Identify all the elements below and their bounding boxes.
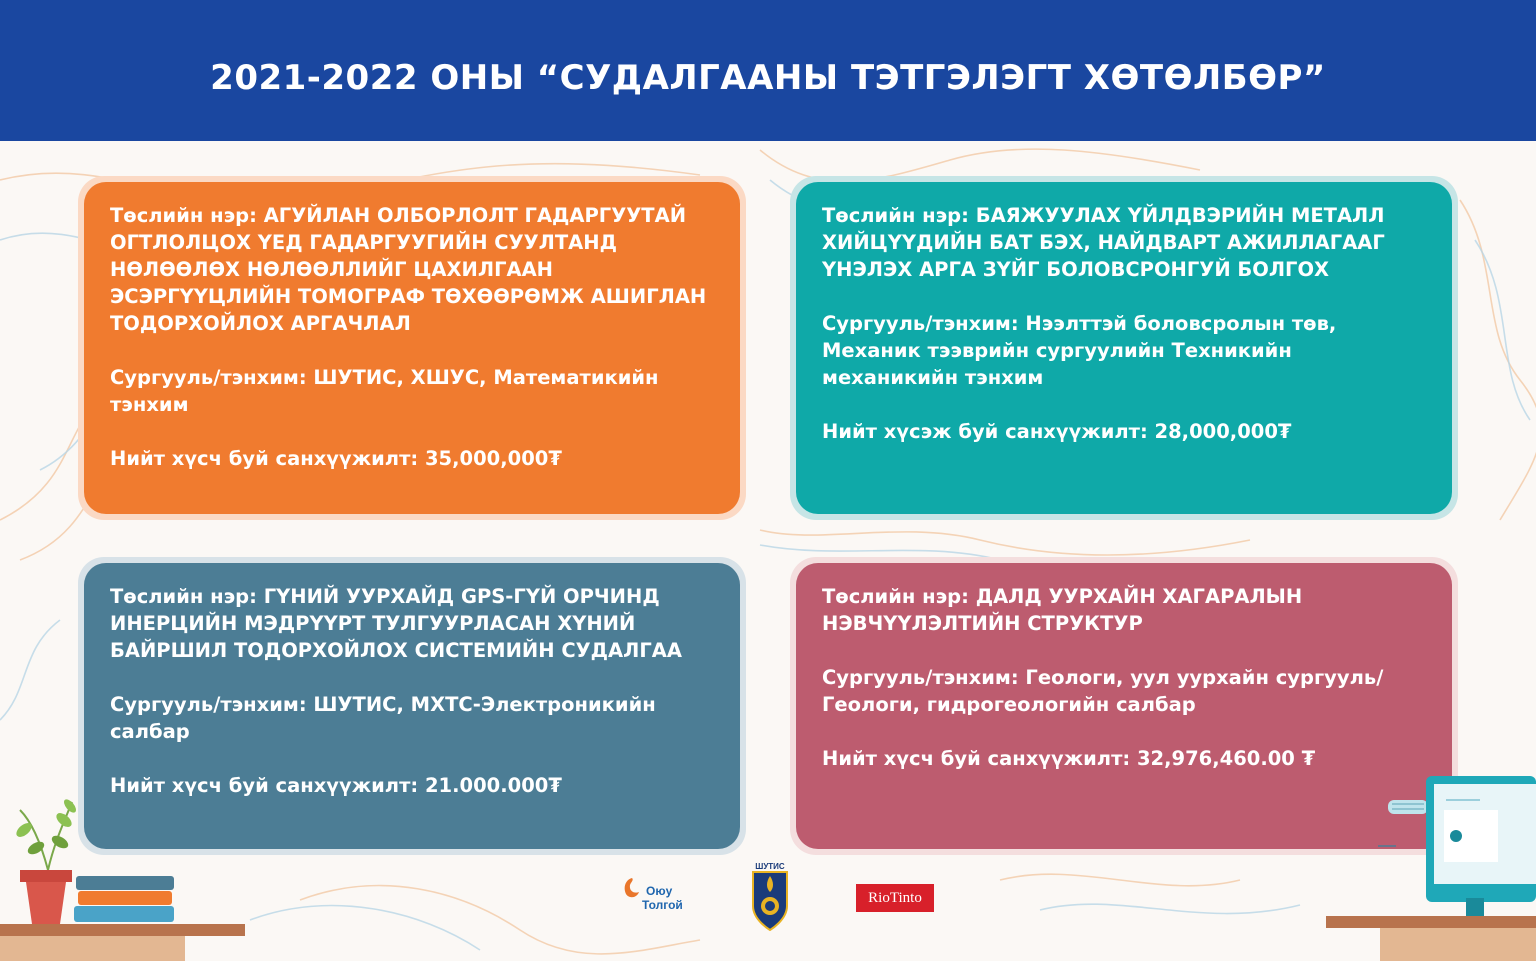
project-funding: Нийт хүсч буй санхүүжилт: 35,000,000₮ bbox=[110, 447, 562, 470]
shutis-emblem-icon bbox=[750, 860, 790, 932]
project-name: Төслийн нэр: ГҮНИЙ УУРХАЙД GPS-ГҮЙ ОРЧИНД ИНЕРЦИЙН МЭДРҮҮРТ ТУЛГУУРЛАСАН ХҮНИЙ БАЙРШИЛ ТОДОРХОЙЛОХ СИСТЕМИЙН СУДАЛГАА bbox=[110, 585, 682, 662]
svg-text:ШУТИС: ШУТИС bbox=[755, 862, 785, 871]
oyu-tolgoi-mark-icon bbox=[622, 876, 642, 900]
project-name: Төслийн нэр: БАЯЖУУЛАХ ҮЙЛДВЭРИЙН МЕТАЛЛ ХИЙЦҮҮДИЙН БАТ БЭХ, НАЙДВАРТ АЖИЛЛАГААГ ҮНЭЛЭХ АРГА ЗҮЙГ БОЛОВСРОНГУЙ БОЛГОХ bbox=[822, 204, 1385, 281]
project-card-2 bbox=[790, 176, 1458, 520]
project-card-body bbox=[796, 182, 1452, 514]
oyu-logo-line2: Толгой bbox=[642, 898, 683, 912]
project-card-body bbox=[84, 182, 740, 514]
page-header bbox=[0, 0, 1536, 141]
project-name: Төслийн нэр: АГУЙЛАН ОЛБОРЛОЛТ ГАДАРГУУТАЙ ОГТЛОЛЦОХ ҮЕД ГАДАРГУУГИЙН СУУЛТАНД НӨЛӨӨЛӨХ НӨЛӨӨЛЛИЙГ ЦАХИЛГААН ЭСЭРГҮҮЦЛИЙН ТОМОГРАФ ТӨХӨӨРӨМЖ АШИГЛАН ТОДОРХОЙЛОХ АРГАЧЛАЛ bbox=[110, 204, 707, 335]
project-name: Төслийн нэр: ДАЛД УУРХАЙН ХАГАРАЛЫН НЭВЧҮҮЛЭЛТИЙН СТРУКТУР bbox=[822, 585, 1303, 635]
plant-and-books-illustration bbox=[0, 790, 250, 961]
project-school: Сургууль/тэнхим: Геологи, уул уурхайн сургууль/ Геологи, гидрогеологийн салбар bbox=[822, 666, 1384, 716]
computer-monitor-illustration bbox=[1320, 770, 1536, 961]
oyu-logo-line1: Оюу bbox=[646, 884, 673, 898]
project-school: Сургууль/тэнхим: ШУТИС, ХШУС, Математикийн тэнхим bbox=[110, 366, 659, 416]
page-title: 2021-2022 ОНЫ “СУДАЛГААНЫ ТЭТГЭЛЭГТ ХӨТӨЛБӨР” bbox=[210, 57, 1326, 98]
oyu-tolgoi-logo bbox=[620, 872, 700, 916]
shutis-logo bbox=[750, 860, 790, 932]
project-funding: Нийт хүсч буй санхүүжилт: 21.000.000₮ bbox=[110, 774, 562, 797]
project-card-1 bbox=[78, 176, 746, 520]
project-school: Сургууль/тэнхим: Нээлттэй боловсролын төв, Механик тээврийн сургуулийн Техникийн механикийн тэнхим bbox=[822, 312, 1337, 389]
rio-tinto-logo: RioTinto bbox=[856, 884, 934, 912]
project-funding: Нийт хүсч буй санхүүжилт: 32,976,460.00 ₮ bbox=[822, 747, 1316, 770]
project-funding: Нийт хүсэж буй санхүүжилт: 28,000,000₮ bbox=[822, 420, 1292, 443]
project-school: Сургууль/тэнхим: ШУТИС, МХТС-Электроникийн салбар bbox=[110, 693, 656, 743]
